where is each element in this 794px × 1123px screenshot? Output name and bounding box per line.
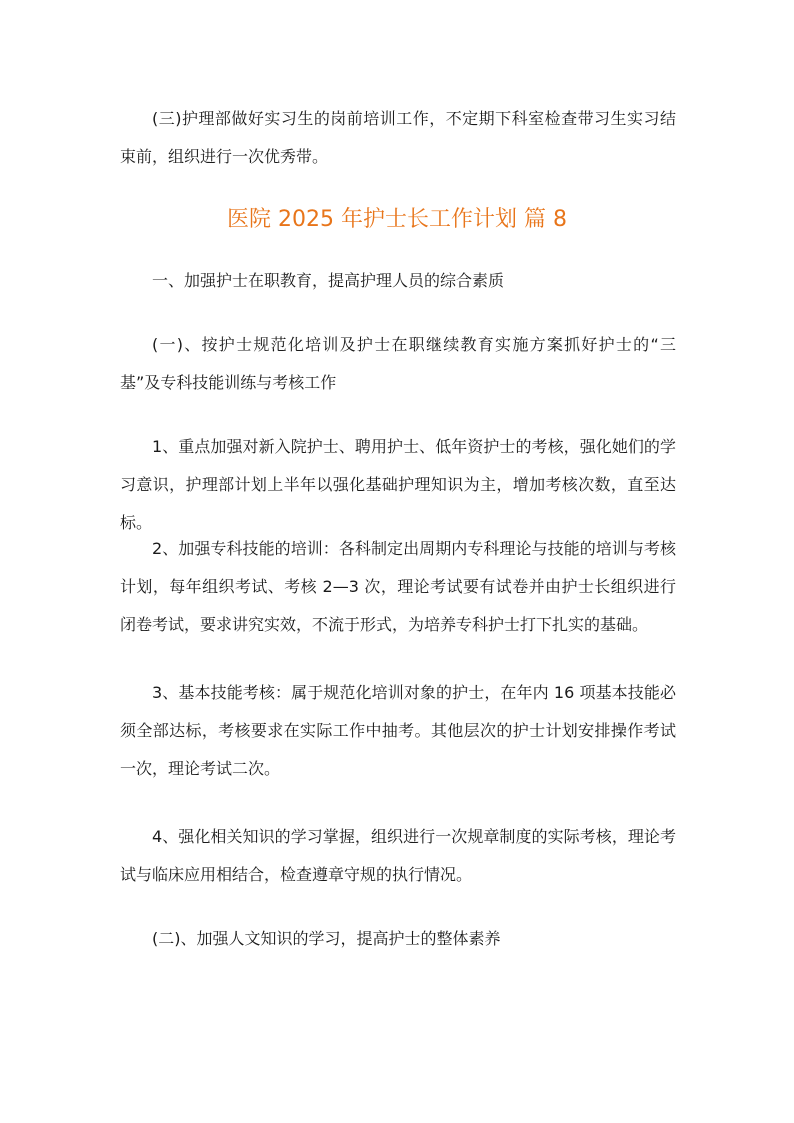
section-title: 医院 2025 年护士长工作计划 篇 8: [227, 207, 567, 232]
paragraph-item-2: 2、加强专科技能的培训：各科制定出周期内专科理论与技能的培训与考核计划，每年组织考试、考核 2—3 次，理论考试要有试卷并由护士长组织进行闭卷考试，要求讲究实效，不流于形式，为培养专科护士打下扎实的基础。: [120, 539, 676, 634]
paragraph-subheading-1: (一)、按护士规范化培训及护士在职继续教育实施方案抓好护士的“三基”及专科技能训练与考核工作: [120, 335, 676, 392]
paragraph-item-4: 4、强化相关知识的学习掌握，组织进行一次规章制度的实际考核，理论考试与临床应用相结合，检查遵章守规的执行情况。: [120, 827, 676, 884]
paragraph-item-3: 3、基本技能考核：属于规范化培训对象的护士，在年内 16 项基本技能必须全部达标，考核要求在实际工作中抽考。其他层次的护士计划安排操作考试一次，理论考试二次。: [120, 683, 676, 778]
paragraph-item-1: 1、重点加强对新入院护士、聘用护士、低年资护士的考核，强化她们的学习意识，护理部计划上半年以强化基础护理知识为主，增加考核次数，直至达标。: [120, 437, 676, 532]
paragraph-heading-1: 一、加强护士在职教育，提高护理人员的综合素质: [152, 271, 505, 290]
paragraph-subheading-2: (二)、加强人文知识的学习，提高护士的整体素养: [152, 929, 501, 948]
paragraph-intern-training: (三)护理部做好实习生的岗前培训工作，不定期下科室检查带习生实习结束前，组织进行一次优秀带。: [120, 109, 676, 166]
